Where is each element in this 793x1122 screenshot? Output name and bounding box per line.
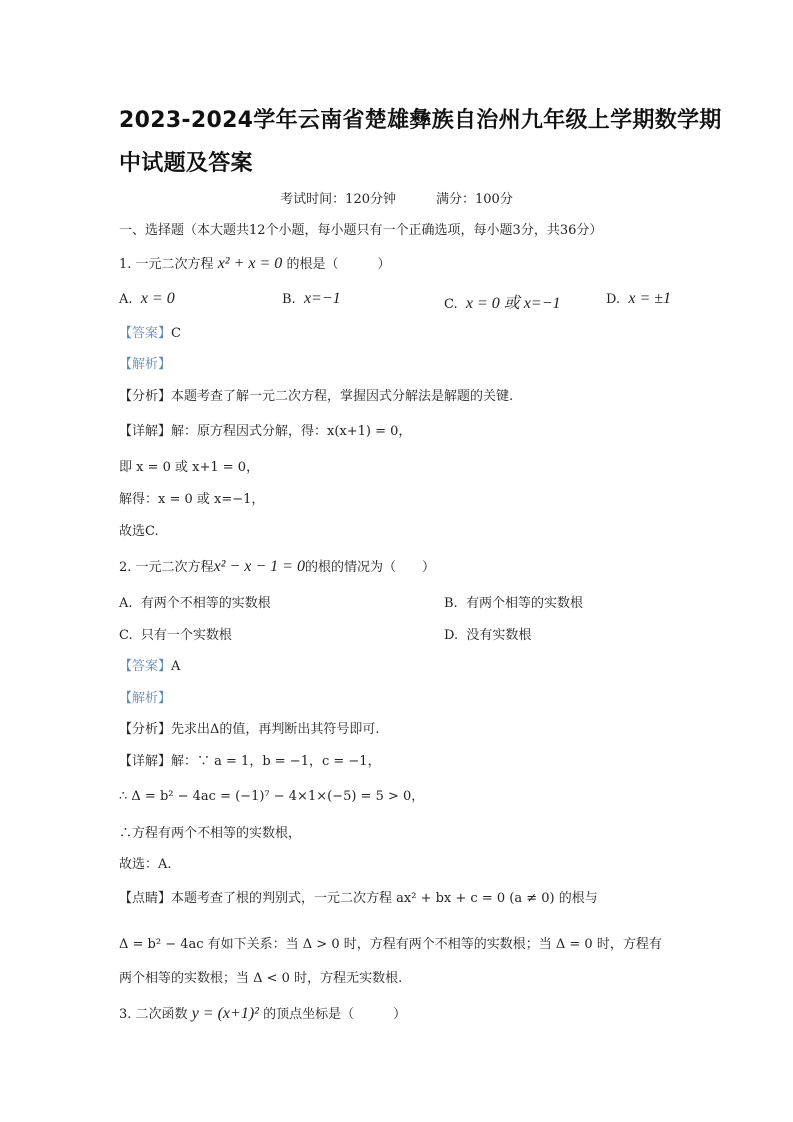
question-2-detail-4: 故选：A. xyxy=(119,857,172,872)
question-1-detail-4: 故选C. xyxy=(119,524,159,539)
question-2-analysis-header: 【解析】 xyxy=(119,691,172,706)
section-heading: 一、选择题（本大题共12个小题，每小题只有一个正确选项，每小题3分，共36分） xyxy=(119,223,603,238)
tip-text: 本题考查了根的判别式，一元二次方程 ax² + bx + c = 0 (a ≠ 0) 的根与 xyxy=(171,891,598,906)
stem-text: 的根是（ ） xyxy=(286,257,391,272)
full-score: 满分：100分 xyxy=(436,192,513,207)
option-key: D. xyxy=(444,628,459,643)
option-text: 只有一个实数根 xyxy=(140,628,232,643)
stem-text: 一元二次方程 xyxy=(135,560,214,575)
exam-info xyxy=(0,188,793,207)
question-2-analysis xyxy=(119,718,380,737)
answer-label: 【答案】 xyxy=(119,326,172,341)
question-2-option-b xyxy=(444,592,583,611)
question-2-option-c xyxy=(119,624,232,643)
analysis-text: 本题考查了解一元二次方程，掌握因式分解法是解题的关键. xyxy=(171,389,514,404)
option-key: C. xyxy=(119,628,133,643)
detail-label: 【详解】 xyxy=(119,754,172,769)
stem-text: 二次函数 xyxy=(135,1007,188,1022)
stem-text: 的顶点坐标是（ ） xyxy=(263,1007,407,1022)
question-2-stem xyxy=(119,556,435,576)
option-key: C. xyxy=(444,297,458,312)
detail-text: 解：∵ a = 1，b = −1，c = −1， xyxy=(171,754,381,769)
option-text: x = 0 xyxy=(140,290,175,307)
tip-label: 【点睛】 xyxy=(119,891,172,906)
question-1-option-b xyxy=(282,290,341,308)
question-2-detail-2: ∴ Δ = b² − 4ac = (−1)⁷ − 4×1×(−5) = 5 > 0， xyxy=(119,789,425,804)
option-key: B. xyxy=(282,292,296,307)
question-1-option-a xyxy=(119,290,175,308)
question-1-stem xyxy=(119,253,390,273)
answer-value: C xyxy=(171,326,181,341)
stem-text: 的根的情况为（ ） xyxy=(304,560,435,575)
detail-text: 解：原方程因式分解，得：x(x+1) = 0， xyxy=(171,424,412,439)
analysis-label: 【分析】 xyxy=(119,722,172,737)
stem-text: 一元二次方程 xyxy=(135,257,214,272)
answer-value: A xyxy=(171,659,181,674)
option-text: x = 0 或 x=−1 xyxy=(465,295,561,312)
question-2-tip-2: Δ = b² − 4ac 有如下关系：当 Δ > 0 时，方程有两个不相等的实数根；当 Δ = 0 时，方程有 xyxy=(119,937,662,952)
option-text: 没有实数根 xyxy=(466,628,532,643)
option-text: 有两个相等的实数根 xyxy=(465,596,583,611)
document-title-line1: 2023-2024学年云南省楚雄彝族自治州九年级上学期数学期 xyxy=(119,108,722,133)
option-key: D. xyxy=(606,292,621,307)
option-key: A. xyxy=(119,596,133,611)
question-2-tip-1 xyxy=(119,887,598,906)
question-1-detail-2: 即 x = 0 或 x+1 = 0， xyxy=(119,460,260,475)
stem-equation: y = (x+1)² xyxy=(191,1005,259,1022)
question-number: 2. xyxy=(119,560,132,575)
question-number: 1. xyxy=(119,257,132,272)
document-title-line2: 中试题及答案 xyxy=(119,151,253,176)
question-2-option-a xyxy=(119,592,271,611)
question-1-option-c xyxy=(444,290,561,313)
answer-label: 【答案】 xyxy=(119,659,172,674)
question-3-stem xyxy=(119,1003,406,1023)
question-2-answer xyxy=(119,655,180,674)
option-text: x = ±1 xyxy=(628,290,672,307)
question-2-tip-3: 两个相等的实数根；当 Δ < 0 时，方程无实数根. xyxy=(119,971,403,986)
question-1-analysis xyxy=(119,385,513,404)
question-1-option-d xyxy=(606,290,671,308)
option-key: B. xyxy=(444,596,458,611)
analysis-label: 【分析】 xyxy=(119,389,172,404)
stem-equation: x² + x = 0 xyxy=(217,255,283,272)
detail-label: 【详解】 xyxy=(119,424,172,439)
question-2-detail-3: ∴方程有两个不相等的实数根， xyxy=(119,826,302,841)
question-1-answer xyxy=(119,322,181,341)
question-2-detail-1 xyxy=(119,750,381,769)
question-number: 3. xyxy=(119,1007,132,1022)
option-text: 有两个不相等的实数根 xyxy=(140,596,271,611)
question-2-option-d xyxy=(444,624,531,643)
question-1-analysis-header: 【解析】 xyxy=(119,357,172,372)
question-1-detail-3: 解得：x = 0 或 x=−1， xyxy=(119,492,265,507)
option-text: x=−1 xyxy=(303,290,341,307)
analysis-text: 先求出Δ的值，再判断出其符号即可. xyxy=(171,722,380,737)
option-key: A. xyxy=(119,292,133,307)
stem-equation: x² − x − 1 = 0 xyxy=(213,558,305,575)
exam-time: 考试时间：120分钟 xyxy=(280,192,396,207)
question-1-detail-1 xyxy=(119,420,411,439)
